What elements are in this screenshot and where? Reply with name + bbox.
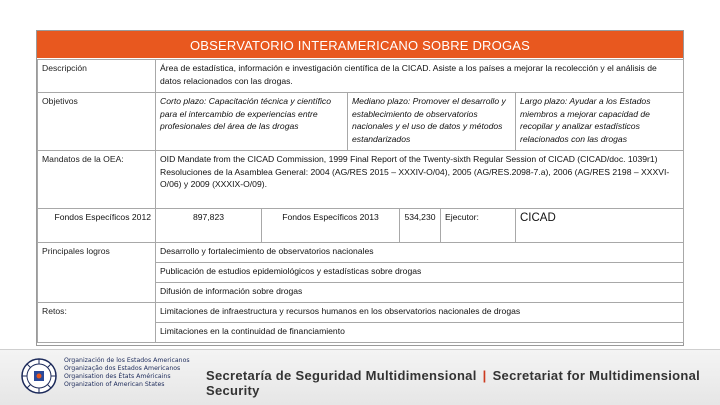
- row-descripcion: [38, 60, 684, 93]
- org-name: Organization of American States: [64, 381, 165, 388]
- mandatos-label: Mandatos de la OEA:: [38, 151, 156, 209]
- org-name: Organização dos Estados Americanos: [64, 365, 181, 372]
- objetivos-label: Objetivos: [38, 93, 156, 151]
- title-banner: [37, 31, 683, 59]
- descripcion-text: Área de estadística, información e investigación científica de la CICAD. Asiste a los países a mejorar la recolección y el análisis de datos relacionados con las drogas.: [156, 60, 684, 93]
- secretariat-en: Secretariat for Multidimensional Security: [206, 368, 701, 398]
- row-objetivos: [38, 93, 684, 151]
- mandatos-text: [156, 151, 684, 209]
- info-table: [37, 59, 684, 343]
- fondos-2013-value: 534,230: [400, 209, 441, 243]
- oas-seal-icon: [20, 354, 58, 398]
- row-mandatos: [38, 151, 684, 209]
- secretaria-es: Secretaría de Seguridad Multidimensional: [206, 368, 477, 383]
- mandato-asamblea: Resoluciones de la Asamblea General: 2004 (AG/RES 2015 – XXXIV-O/04), 2005 (AG/RES.2098-7.a), 2006 (AG/RES 2198 – XXXVI-O/06) y 2009 (XXXIX-O/09).: [160, 166, 670, 189]
- row-retos-1: [38, 303, 684, 323]
- org-name: Organisation des États Américains: [64, 373, 171, 380]
- retos-label: Retos:: [38, 303, 156, 343]
- title-separator: |: [482, 368, 487, 383]
- panel-title: OBSERVATORIO INTERAMERICANO SOBRE DROGAS: [189, 38, 531, 53]
- reto-item: Limitaciones en la continuidad de financiamiento: [156, 323, 684, 343]
- row-fondos: [38, 209, 684, 243]
- org-name: Organización de los Estados Americanos: [64, 357, 190, 364]
- fondos-2012-label: Fondos Específicos 2012: [38, 209, 156, 243]
- objetivo-mediano-plazo: Mediano plazo: Promover el desarrollo y establecimiento de observatorios nacionales y el uso de datos y métodos estandarizados: [348, 93, 516, 151]
- objetivo-corto-plazo: Corto plazo: Capacitación técnica y científico para el intercambio de experiencias entre profesionales del área de las drogas: [156, 93, 348, 151]
- logro-item: Desarrollo y fortalecimiento de observatorios nacionales: [156, 243, 684, 263]
- objetivo-largo-plazo: Largo plazo: Ayudar a los Estados miembros a mejorar capacidad de recopilar y analizar estadísticos relacionados con las drogas: [516, 93, 684, 151]
- footer: [0, 349, 720, 405]
- oid-panel: [36, 30, 684, 346]
- ejecutor-label: Ejecutor:: [441, 209, 516, 243]
- row-logros-1: [38, 243, 684, 263]
- mandato-cicad: OID Mandate from the CICAD Commission, 1999 Final Report of the Twenty-sixth Regular Session of CICAD (CICAD/doc. 1039r1): [160, 154, 658, 164]
- org-names: [64, 357, 190, 389]
- ejecutor-value: CICAD: [516, 209, 684, 243]
- logro-item: Difusión de información sobre drogas: [156, 283, 684, 303]
- descripcion-label: Descripción: [38, 60, 156, 93]
- fondos-2012-value: 897,823: [156, 209, 262, 243]
- secretariat-title: [206, 368, 720, 398]
- reto-item: Limitaciones de infraestructura y recursos humanos en los observatorios nacionales de drogas: [156, 303, 684, 323]
- fondos-2013-label: Fondos Específicos 2013: [262, 209, 400, 243]
- logro-item: Publicación de estudios epidemiológicos y estadísticas sobre drogas: [156, 263, 684, 283]
- logros-label: Principales logros: [38, 243, 156, 303]
